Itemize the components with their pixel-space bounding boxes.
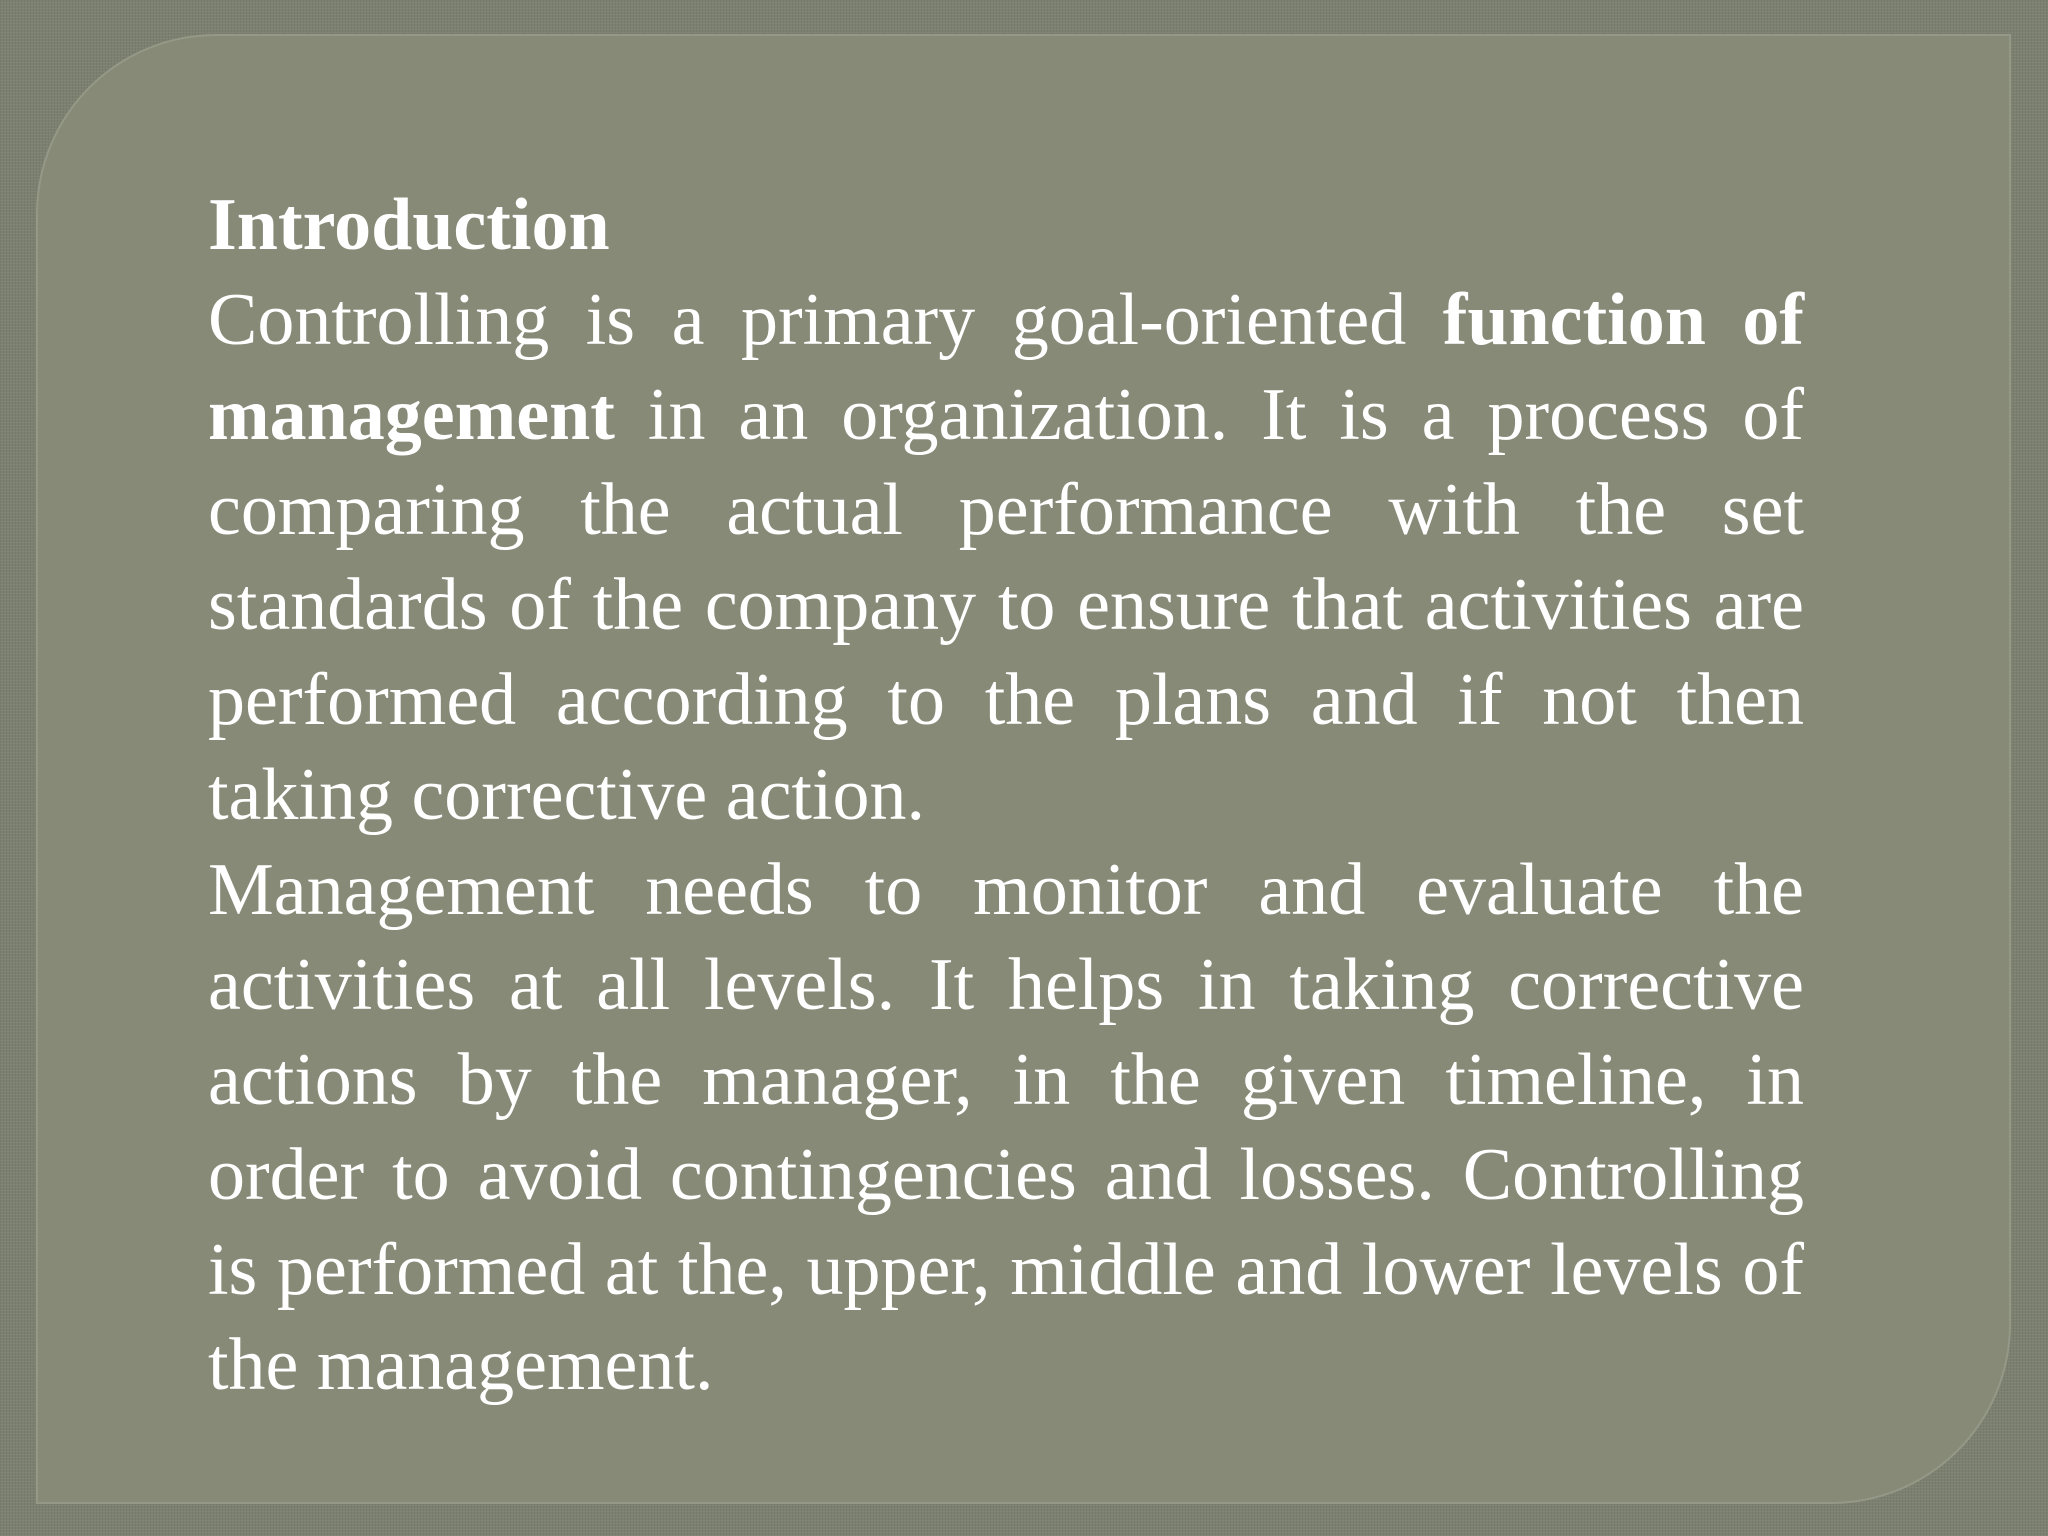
slide-content	[208, 178, 1804, 1413]
slide-heading: Introduction	[208, 184, 610, 266]
paragraph-1-rest: in an organization. It is a process of comparing the actual performance with the set standards of the company to ensure that activities are performed according to the plans and if not then taking corrective action.	[208, 374, 1804, 836]
paragraph-1-bold-term: function of management	[208, 279, 1804, 456]
paragraph-1	[208, 273, 1804, 843]
paragraph-2: Management needs to monitor and evaluate the activities at all levels. It helps in taking corrective actions by the manager, in the given timeline, in order to avoid contingencies and losses. Controlling is performed at the, upper, middle and lower levels of the management.	[208, 849, 1804, 1406]
paragraph-1-intro: Controlling is a primary goal-oriented	[208, 279, 1443, 361]
